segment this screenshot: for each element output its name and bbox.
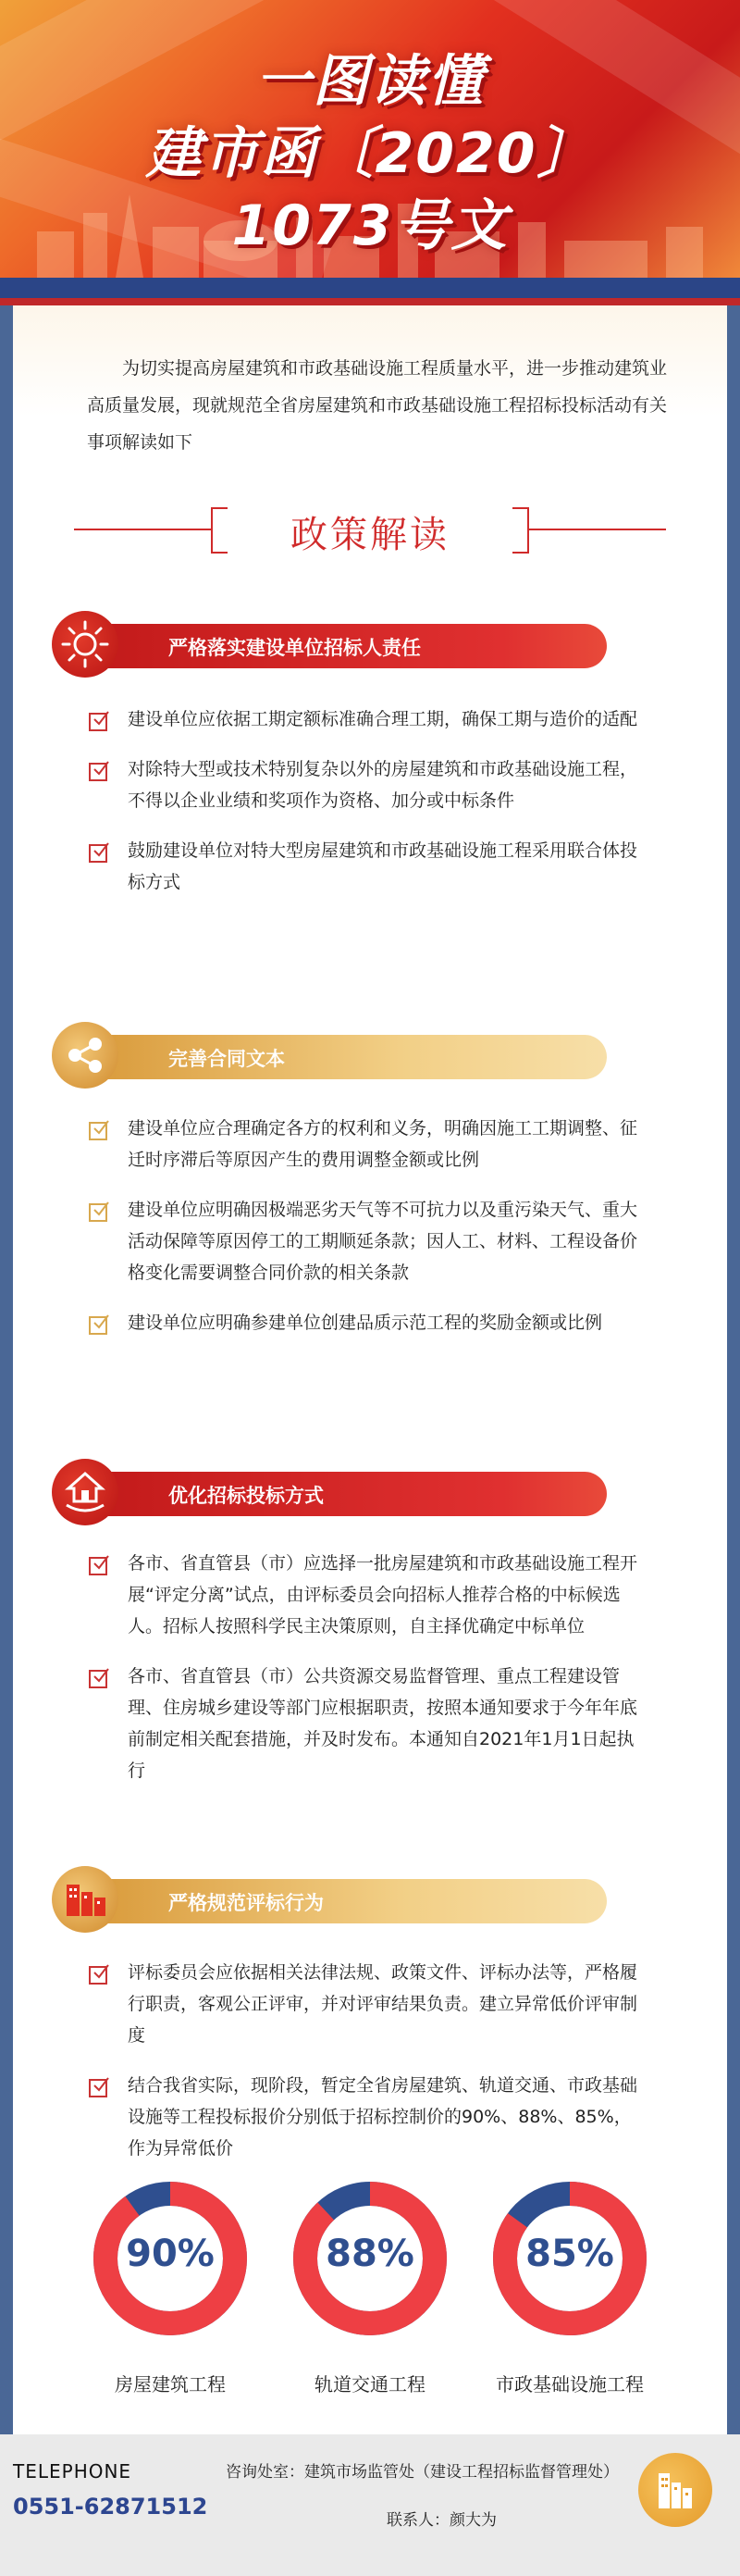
share-icon <box>52 1022 118 1089</box>
section-4-title: 严格规范评标行为 <box>168 1892 324 1914</box>
item-text: 建设单位应明确参建单位创建品质示范工程的奖励金额或比例 <box>128 1313 603 1333</box>
section-3-banner <box>52 1459 607 1525</box>
list-item <box>89 835 644 898</box>
item-text: 评标委员会应依据相关法律法规、政策文件、评标办法等，严格履行职责，客观公正评审，并对评审结果负责。建立异常低价评审制度 <box>128 1962 638 2046</box>
checkbox-icon <box>89 1203 107 1222</box>
title-line-2: 建市函〔2020〕 <box>145 121 595 186</box>
list-item <box>89 1307 644 1338</box>
rate-label: 轨道交通工程 <box>314 2373 426 2396</box>
item-text: 鼓励建设单位对特大型房屋建筑和市政基础设施工程采用联合体投标方式 <box>128 840 638 892</box>
item-text: 各市、省直管县（市）应选择一批房屋建筑和市政基础设施工程开展“评定分离”试点，由评标委员会向招标人推荐合格的中标候选人。招标人按照科学民主决策原则，自主择优确定中标单位 <box>128 1553 638 1636</box>
section-2-title: 完善合同文本 <box>168 1048 285 1070</box>
checkbox-icon <box>89 844 107 863</box>
section-1-banner <box>52 611 607 678</box>
checkbox-icon <box>89 1557 107 1575</box>
building-icon <box>52 1866 118 1933</box>
checkbox-icon <box>89 1122 107 1140</box>
content-card <box>13 305 727 2434</box>
list-item <box>89 1957 644 2051</box>
rate-percent: 88% <box>326 2233 414 2275</box>
rate-label: 房屋建筑工程 <box>115 2373 226 2396</box>
section-3-items <box>89 1548 644 1805</box>
section-2-items <box>89 1113 644 1357</box>
section-4-banner <box>52 1866 607 1933</box>
telephone-number[interactable]: 0551-62871512 <box>13 2494 208 2520</box>
header-banner <box>0 0 740 278</box>
rate-donut <box>487 2175 653 2342</box>
building-logo-icon <box>638 2453 712 2527</box>
checkbox-icon <box>89 763 107 781</box>
list-item <box>89 1548 644 1642</box>
consult-department: 咨询处室：建筑市场监管处（建设工程招标监督管理处） <box>226 2463 619 2482</box>
title-line-1: 一图读懂 <box>255 49 485 114</box>
sun-icon <box>52 611 118 678</box>
rate-percent: 90% <box>126 2233 215 2275</box>
title-line-3: 1073号文 <box>231 193 509 258</box>
checkbox-icon <box>89 1966 107 1985</box>
policy-heading <box>13 502 727 557</box>
item-text: 各市、省直管县（市）公共资源交易监督管理、重点工程建设管理、住房城乡建设等部门应根据职责，按照本通知要求于今年年底前制定相关配套措施，并及时发布。本通知自2021年1月1日起执行 <box>128 1666 638 1781</box>
checkbox-icon <box>89 1670 107 1688</box>
item-text: 结合我省实际，现阶段，暂定全省房屋建筑、轨道交通、市政基础设施等工程投标报价分别低于招标控制价的90%、88%、85%，作为异常低价 <box>128 2075 638 2159</box>
item-text: 建设单位应明确因极端恶劣天气等不可抗力以及重污染天气、重大活动保障等原因停工的工期顺延条款；因人工、材料、工程设备价格变化需要调整合同价款的相关条款 <box>128 1200 638 1283</box>
section-1-items <box>89 703 644 916</box>
house-hand-icon <box>52 1459 118 1525</box>
checkbox-icon <box>89 2079 107 2097</box>
item-text: 建设单位应依据工期定额标准确合理工期，确保工期与造价的适配 <box>128 709 638 729</box>
list-item <box>89 1113 644 1176</box>
list-item <box>89 1661 644 1786</box>
telephone-label: TELEPHONE <box>13 2460 132 2483</box>
section-1-title: 严格落实建设单位招标人责任 <box>168 637 421 659</box>
footer <box>0 2434 740 2576</box>
intro-paragraph: 为切实提高房屋建筑和市政基础设施工程质量水平，进一步推动建筑业高质量发展，现就规范全省房屋建筑和市政基础设施工程招标投标活动有关事项解读如下 <box>87 358 668 453</box>
checkbox-icon <box>89 1316 107 1335</box>
list-item <box>89 1194 644 1288</box>
policy-heading-text: 政策解读 <box>290 514 450 556</box>
divider-red <box>0 298 740 305</box>
rate-donut <box>287 2175 453 2342</box>
rate-donut <box>87 2175 253 2342</box>
item-text: 建设单位应合理确定各方的权利和义务，明确因施工工期调整、征迁时序滞后等原因产生的费用调整金额或比例 <box>128 1118 638 1170</box>
rate-percent: 85% <box>525 2233 614 2275</box>
section-3-title: 优化招标投标方式 <box>168 1485 324 1507</box>
divider-blue <box>0 278 740 298</box>
list-item <box>89 703 644 735</box>
item-text: 对除特大型或技术特别复杂以外的房屋建筑和市政基础设施工程，不得以企业业绩和奖项作为资格、加分或中标条件 <box>128 759 638 811</box>
contact-person: 联系人：颜大为 <box>387 2511 497 2530</box>
list-item <box>89 753 644 816</box>
section-2-banner <box>52 1022 607 1089</box>
section-4-items <box>89 1957 644 2183</box>
list-item <box>89 2070 644 2164</box>
rate-label: 市政基础设施工程 <box>496 2373 644 2396</box>
checkbox-icon <box>89 713 107 731</box>
